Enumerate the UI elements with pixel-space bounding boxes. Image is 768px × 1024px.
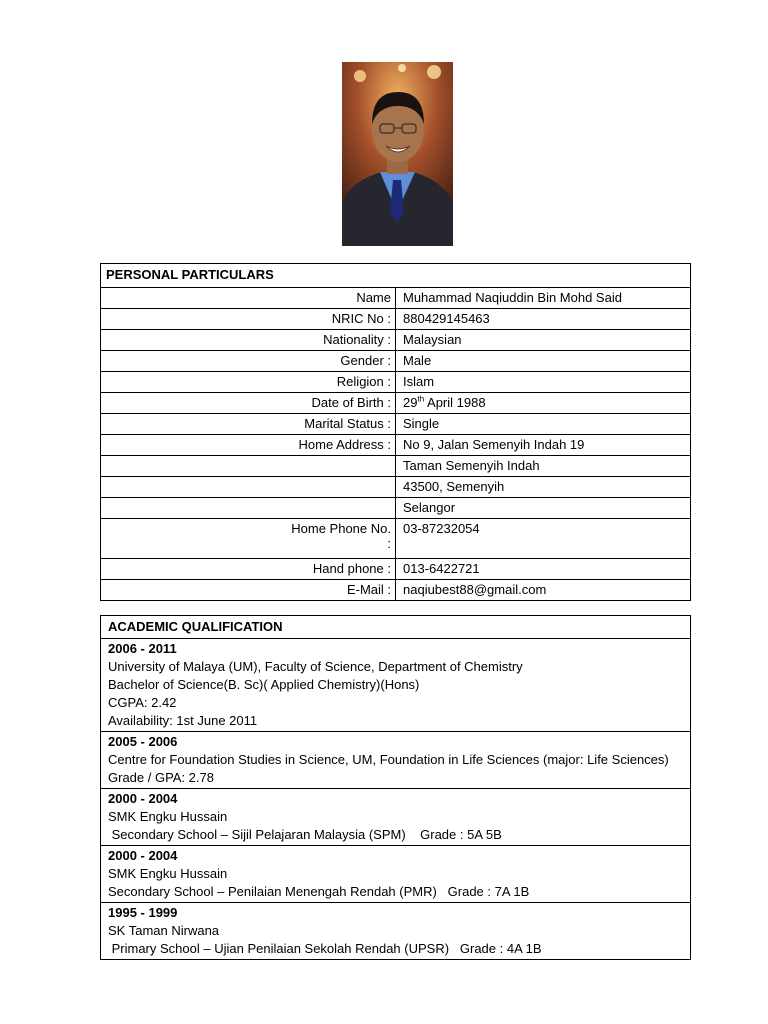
home-phone-label bbox=[101, 519, 396, 559]
address-label-empty bbox=[101, 456, 396, 477]
entry-period: 2000 - 2004 bbox=[108, 791, 178, 806]
personal-particulars-heading: PERSONAL PARTICULARS bbox=[101, 264, 691, 288]
entry-period: 2006 - 2011 bbox=[108, 641, 177, 656]
home-phone-label-colon: : bbox=[387, 536, 391, 551]
dob-label: Date of Birth : bbox=[101, 393, 396, 414]
entry-line: Bachelor of Science(B. Sc)( Applied Chemistry)(Hons) bbox=[108, 677, 420, 692]
name-label: Name bbox=[101, 288, 396, 309]
entry-line: Secondary School – Penilaian Menengah Rendah (PMR) Grade : 7A 1B bbox=[108, 884, 530, 899]
email-value: naqiubest88@gmail.com bbox=[396, 580, 691, 601]
entry-line: SMK Engku Hussain bbox=[108, 866, 228, 881]
home-address-label: Home Address : bbox=[101, 435, 396, 456]
profile-photo bbox=[342, 62, 453, 246]
personal-particulars-table bbox=[100, 263, 691, 601]
address-label-empty bbox=[101, 477, 396, 498]
home-phone-value: 03-87232054 bbox=[396, 519, 691, 559]
marital-status-value: Single bbox=[396, 414, 691, 435]
entry-line: Grade / GPA: 2.78 bbox=[108, 770, 214, 785]
nationality-label: Nationality : bbox=[101, 330, 396, 351]
dob-value bbox=[396, 393, 691, 414]
dob-month-year: April 1988 bbox=[424, 395, 486, 410]
gender-value: Male bbox=[396, 351, 691, 372]
address-label-empty bbox=[101, 498, 396, 519]
nric-label: NRIC No : bbox=[101, 309, 396, 330]
entry-line: Secondary School – Sijil Pelajaran Malaysia (SPM) Grade : 5A 5B bbox=[108, 827, 502, 842]
religion-label: Religion : bbox=[101, 372, 396, 393]
entry-period: 2005 - 2006 bbox=[108, 734, 178, 749]
address-line-1: No 9, Jalan Semenyih Indah 19 bbox=[396, 435, 691, 456]
entry-period: 2000 - 2004 bbox=[108, 848, 178, 863]
entry-line: Availability: 1st June 2011 bbox=[108, 713, 258, 728]
name-value: Muhammad Naqiuddin Bin Mohd Said bbox=[396, 288, 691, 309]
entry-line: SMK Engku Hussain bbox=[108, 809, 228, 824]
dob-day: 29 bbox=[403, 395, 418, 410]
home-phone-label-text: Home Phone No. bbox=[291, 521, 391, 536]
academic-qualification-heading: ACADEMIC QUALIFICATION bbox=[101, 616, 691, 639]
religion-value: Islam bbox=[396, 372, 691, 393]
gender-label: Gender : bbox=[101, 351, 396, 372]
academic-qualification-table bbox=[100, 615, 691, 960]
address-line-3: 43500, Semenyih bbox=[396, 477, 691, 498]
entry-line: Primary School – Ujian Penilaian Sekolah Rendah (UPSR) Grade : 4A 1B bbox=[108, 941, 542, 956]
academic-entry bbox=[101, 732, 691, 789]
entry-line: University of Malaya (UM), Faculty of Science, Department of Chemistry bbox=[108, 659, 523, 674]
academic-entry bbox=[101, 903, 691, 960]
marital-status-label: Marital Status : bbox=[101, 414, 396, 435]
nric-value: 880429145463 bbox=[396, 309, 691, 330]
email-label: E-Mail : bbox=[101, 580, 396, 601]
nationality-value: Malaysian bbox=[396, 330, 691, 351]
academic-entry bbox=[101, 846, 691, 903]
entry-line: CGPA: 2.42 bbox=[108, 695, 177, 710]
dob-day-suffix: th bbox=[417, 394, 425, 404]
address-line-2: Taman Semenyih Indah bbox=[396, 456, 691, 477]
academic-entry bbox=[101, 789, 691, 846]
hand-phone-value: 013-6422721 bbox=[396, 559, 691, 580]
hand-phone-label: Hand phone : bbox=[101, 559, 396, 580]
entry-period: 1995 - 1999 bbox=[108, 905, 178, 920]
academic-entry bbox=[101, 639, 691, 732]
address-line-4: Selangor bbox=[396, 498, 691, 519]
entry-line: SK Taman Nirwana bbox=[108, 923, 220, 938]
entry-line: Centre for Foundation Studies in Science, UM, Foundation in Life Sciences (major: Life Sciences) bbox=[108, 752, 669, 767]
